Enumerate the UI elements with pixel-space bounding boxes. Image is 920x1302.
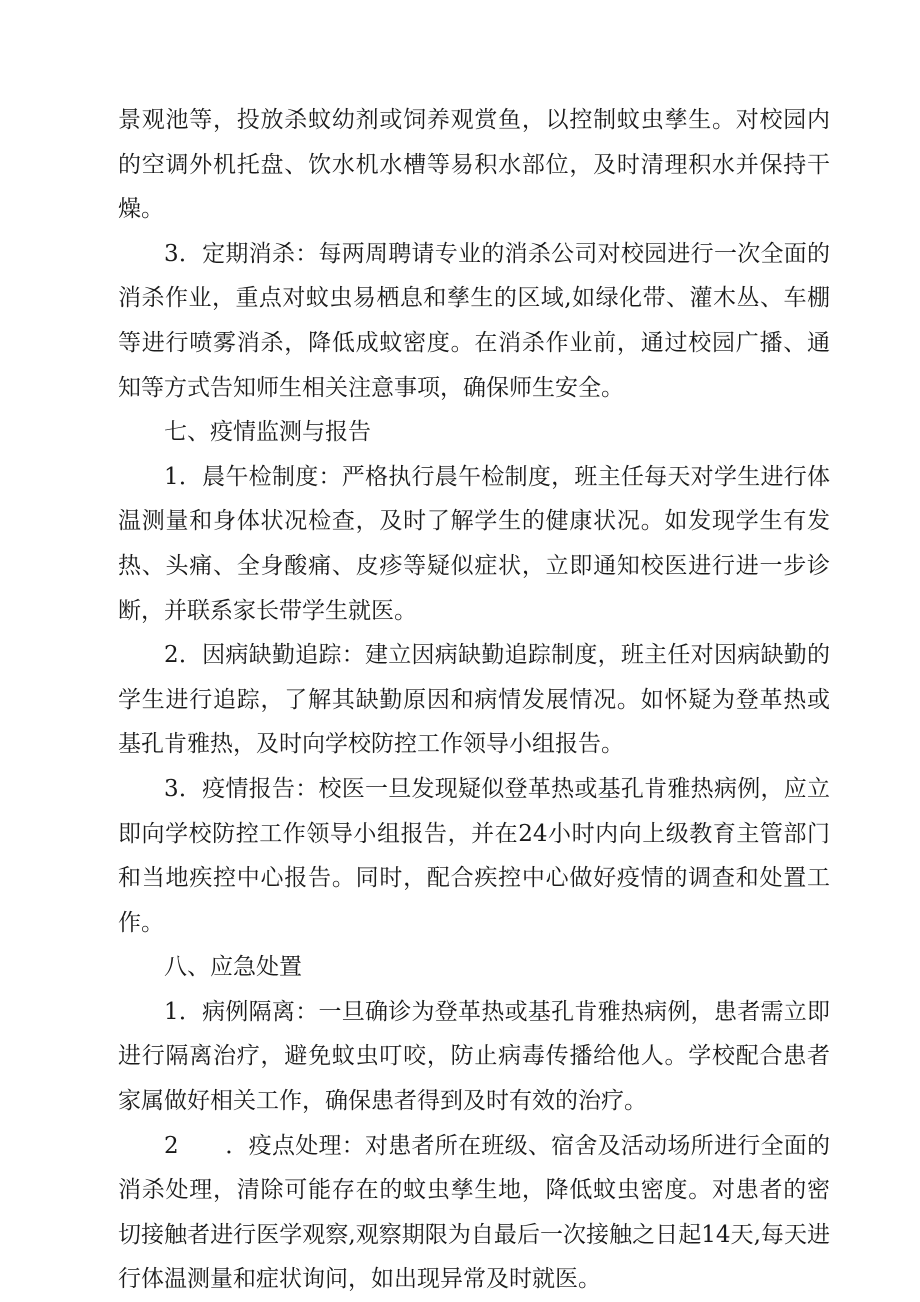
section-heading-epidemic-monitoring: 七、疫情监测与报告 xyxy=(164,419,371,446)
section-heading-emergency-response: 八、应急处置 xyxy=(164,954,302,981)
document-body xyxy=(118,98,830,1302)
paragraph-morning-noon-check: 1．晨午检制度：严格执行晨午检制度，班主任每天对学生进行体温测量和身体状况检查，及时了解学生的健康状况。如发现学生有发热、头痛、全身酸痛、皮疹等疑似症状，立即通知校医进行进一步诊断，并联系家长带学生就医。 xyxy=(118,463,830,624)
paragraph-epidemic-report: 3．疫情报告：校医一旦发现疑似登革热或基孔肯雅热病例，应立即向学校防控工作领导小组报告，并在24小时内向上级教育主管部门和当地疾控中心报告。同时，配合疾控中心做好疫情的调查和处置工作。 xyxy=(118,775,830,936)
paragraph-outbreak-site-handling: 2 ．疫点处理：对患者所在班级、宿舍及活动场所进行全面的消杀处理，清除可能存在的蚊虫孳生地，降低蚊虫密度。对患者的密切接触者进行医学观察,观察期限为自最后一次接触之日起14天,每天进行体温测量和症状询问，如出现异常及时就医。 xyxy=(118,1132,830,1293)
paragraph-mosquito-control-continued: 景观池等，投放杀蚊幼剂或饲养观赏鱼，以控制蚊虫孳生。对校园内的空调外机托盘、饮水机水槽等易积水部位，及时清理积水并保持干燥。 xyxy=(118,107,830,223)
paragraph-case-isolation: 1．病例隔离：一旦确诊为登革热或基孔肯雅热病例，患者需立即进行隔离治疗，避免蚊虫叮咬，防止病毒传播给他人。学校配合患者家属做好相关工作，确保患者得到及时有效的治疗。 xyxy=(118,998,830,1115)
paragraph-regular-disinfection: 3．定期消杀：每两周聘请专业的消杀公司对校园进行一次全面的消杀作业，重点对蚊虫易栖息和孳生的区域,如绿化带、灌木丛、车棚等进行喷雾消杀，降低成蚊密度。在消杀作业前，通过校园广播、通知等方式告知师生相关注意事项，确保师生安全。 xyxy=(118,240,830,401)
paragraph-absence-tracking: 2．因病缺勤追踪：建立因病缺勤追踪制度，班主任对因病缺勤的学生进行追踪，了解其缺勤原因和病情发展情况。如怀疑为登革热或基孔肯雅热，及时向学校防控工作领导小组报告。 xyxy=(118,642,830,758)
